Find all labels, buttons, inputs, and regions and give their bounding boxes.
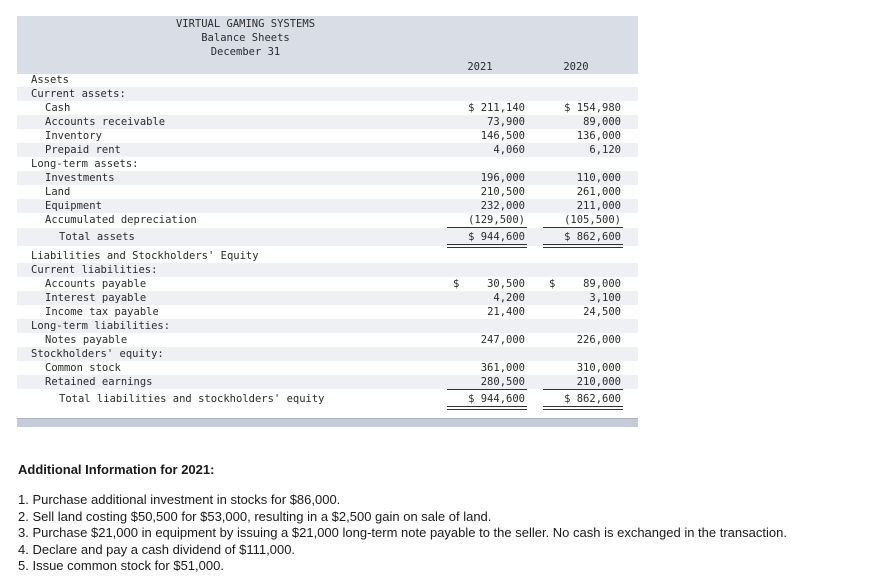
- row-label: Income tax payable: [45, 306, 159, 318]
- row-label: Investments: [45, 172, 115, 184]
- row-label: Land: [45, 186, 71, 198]
- row-assets: [17, 73, 638, 87]
- value-2020: 310,000: [576, 362, 621, 374]
- row-current-assets: [17, 87, 638, 101]
- row-label: Equipment: [45, 200, 102, 212]
- value-2021: 196,000: [480, 172, 525, 184]
- value-2020: 136,000: [576, 130, 621, 142]
- value-2021: $ 944,600: [468, 393, 525, 405]
- row-stockholders-equity: [17, 347, 638, 361]
- row-label: Cash: [45, 102, 71, 114]
- row-label: Current assets:: [31, 88, 126, 100]
- value-2021: 30,500: [487, 278, 525, 290]
- row-total-assets: [17, 228, 638, 246]
- total-double-underline: [543, 244, 623, 248]
- dollar-sign: $: [453, 278, 460, 290]
- list-item: 4. Declare and pay a cash dividend of $111,000.: [18, 541, 296, 557]
- row-label: Interest payable: [45, 292, 147, 304]
- value-2021: 210,500: [480, 186, 525, 198]
- row-common-stock: [17, 361, 638, 375]
- value-2020: 226,000: [576, 334, 621, 346]
- list-item: 2. Sell land costing $50,500 for $53,000, resulting in a $2,500 gain on sale of land.: [18, 508, 492, 524]
- value-2020: 210,000: [576, 376, 621, 388]
- additional-info-title: Additional Information for 2021:: [18, 462, 215, 477]
- row-liabilities-equity: [17, 249, 638, 263]
- row-accounts-receivable: [17, 115, 638, 129]
- total-double-underline: [447, 406, 527, 410]
- row-prepaid-rent: [17, 143, 638, 157]
- year-2021-header: 2021: [467, 61, 493, 73]
- value-2021: 247,000: [480, 334, 525, 346]
- list-item: 3. Purchase $21,000 in equipment by issuing a $21,000 long-term note payable to the seller. No cash is exchanged in the transaction.: [18, 525, 787, 540]
- row-label: Prepaid rent: [45, 144, 121, 156]
- dollar-sign: $: [549, 278, 556, 290]
- value-2020: 89,000: [583, 278, 621, 290]
- row-label: Current liabilities:: [31, 264, 158, 276]
- value-2020: $ 154,980: [564, 102, 621, 114]
- value-2021: 146,500: [480, 130, 525, 142]
- row-label: Liabilities and Stockholders' Equity: [31, 250, 259, 262]
- row-land: [17, 185, 638, 199]
- row-label: Long-term assets:: [31, 158, 139, 170]
- row-cash: [17, 101, 638, 115]
- row-accounts-payable: [17, 277, 638, 291]
- total-double-underline: [447, 244, 527, 248]
- row-retained-earnings: [17, 375, 638, 389]
- row-accumulated-depreciation: [17, 213, 638, 227]
- value-2021: 280,500: [480, 376, 525, 388]
- value-2020: $ 862,600: [564, 231, 621, 243]
- value-2020: 211,000: [576, 200, 621, 212]
- company-name: VIRTUAL GAMING SYSTEMS: [175, 18, 316, 30]
- value-2021: (129,500): [468, 214, 525, 226]
- row-total-liabilities-equity: [17, 390, 638, 408]
- row-label: Long-term liabilities:: [31, 320, 171, 332]
- value-2020: 110,000: [576, 172, 621, 184]
- value-2021: 4,200: [493, 292, 525, 304]
- row-label: Notes payable: [45, 334, 128, 346]
- value-2020: 89,000: [583, 116, 621, 128]
- row-inventory: [17, 129, 638, 143]
- row-label: Retained earnings: [45, 376, 153, 388]
- table-bottom-bar: [17, 418, 638, 427]
- row-long-term-liabilities: [17, 319, 638, 333]
- row-label: Stockholders' equity:: [31, 348, 164, 360]
- total-double-underline: [543, 406, 623, 410]
- value-2020: 24,500: [583, 306, 621, 318]
- row-label: Assets: [31, 74, 69, 86]
- value-2021: 232,000: [480, 200, 525, 212]
- row-notes-payable: [17, 333, 638, 347]
- list-item: 5. Issue common stock for $51,000.: [18, 558, 224, 573]
- row-label: Accounts payable: [45, 278, 147, 290]
- value-2020: 3,100: [589, 292, 621, 304]
- statement-title: Balance Sheets: [201, 32, 290, 44]
- row-label: Inventory: [45, 130, 102, 142]
- value-2021: 21,400: [487, 306, 525, 318]
- value-2020: (105,500): [564, 214, 621, 226]
- year-2020-header: 2020: [563, 61, 589, 73]
- balance-sheet-header: [17, 16, 638, 74]
- statement-date: December 31: [210, 46, 281, 58]
- row-label: Common stock: [45, 362, 121, 374]
- row-label: Accounts receivable: [45, 116, 166, 128]
- row-label: Total liabilities and stockholders' equity: [59, 393, 325, 405]
- value-2021: 361,000: [480, 362, 525, 374]
- row-label: Total assets: [59, 231, 135, 243]
- value-2021: 73,900: [487, 116, 525, 128]
- list-item: 1. Purchase additional investment in stocks for $86,000.: [18, 492, 341, 507]
- row-investments: [17, 171, 638, 185]
- balance-sheet: [17, 16, 638, 408]
- value-2020: $ 862,600: [564, 393, 621, 405]
- value-2021: $ 944,600: [468, 231, 525, 243]
- additional-info-list: [18, 492, 787, 575]
- row-label: Accumulated depreciation: [45, 214, 197, 226]
- row-equipment: [17, 199, 638, 213]
- row-long-term-assets: [17, 157, 638, 171]
- row-interest-payable: [17, 291, 638, 305]
- value-2020: 261,000: [576, 186, 621, 198]
- row-income-tax-payable: [17, 305, 638, 319]
- value-2021: $ 211,140: [468, 102, 525, 114]
- row-current-liabilities: [17, 263, 638, 277]
- value-2021: 4,060: [493, 144, 525, 156]
- value-2020: 6,120: [589, 144, 621, 156]
